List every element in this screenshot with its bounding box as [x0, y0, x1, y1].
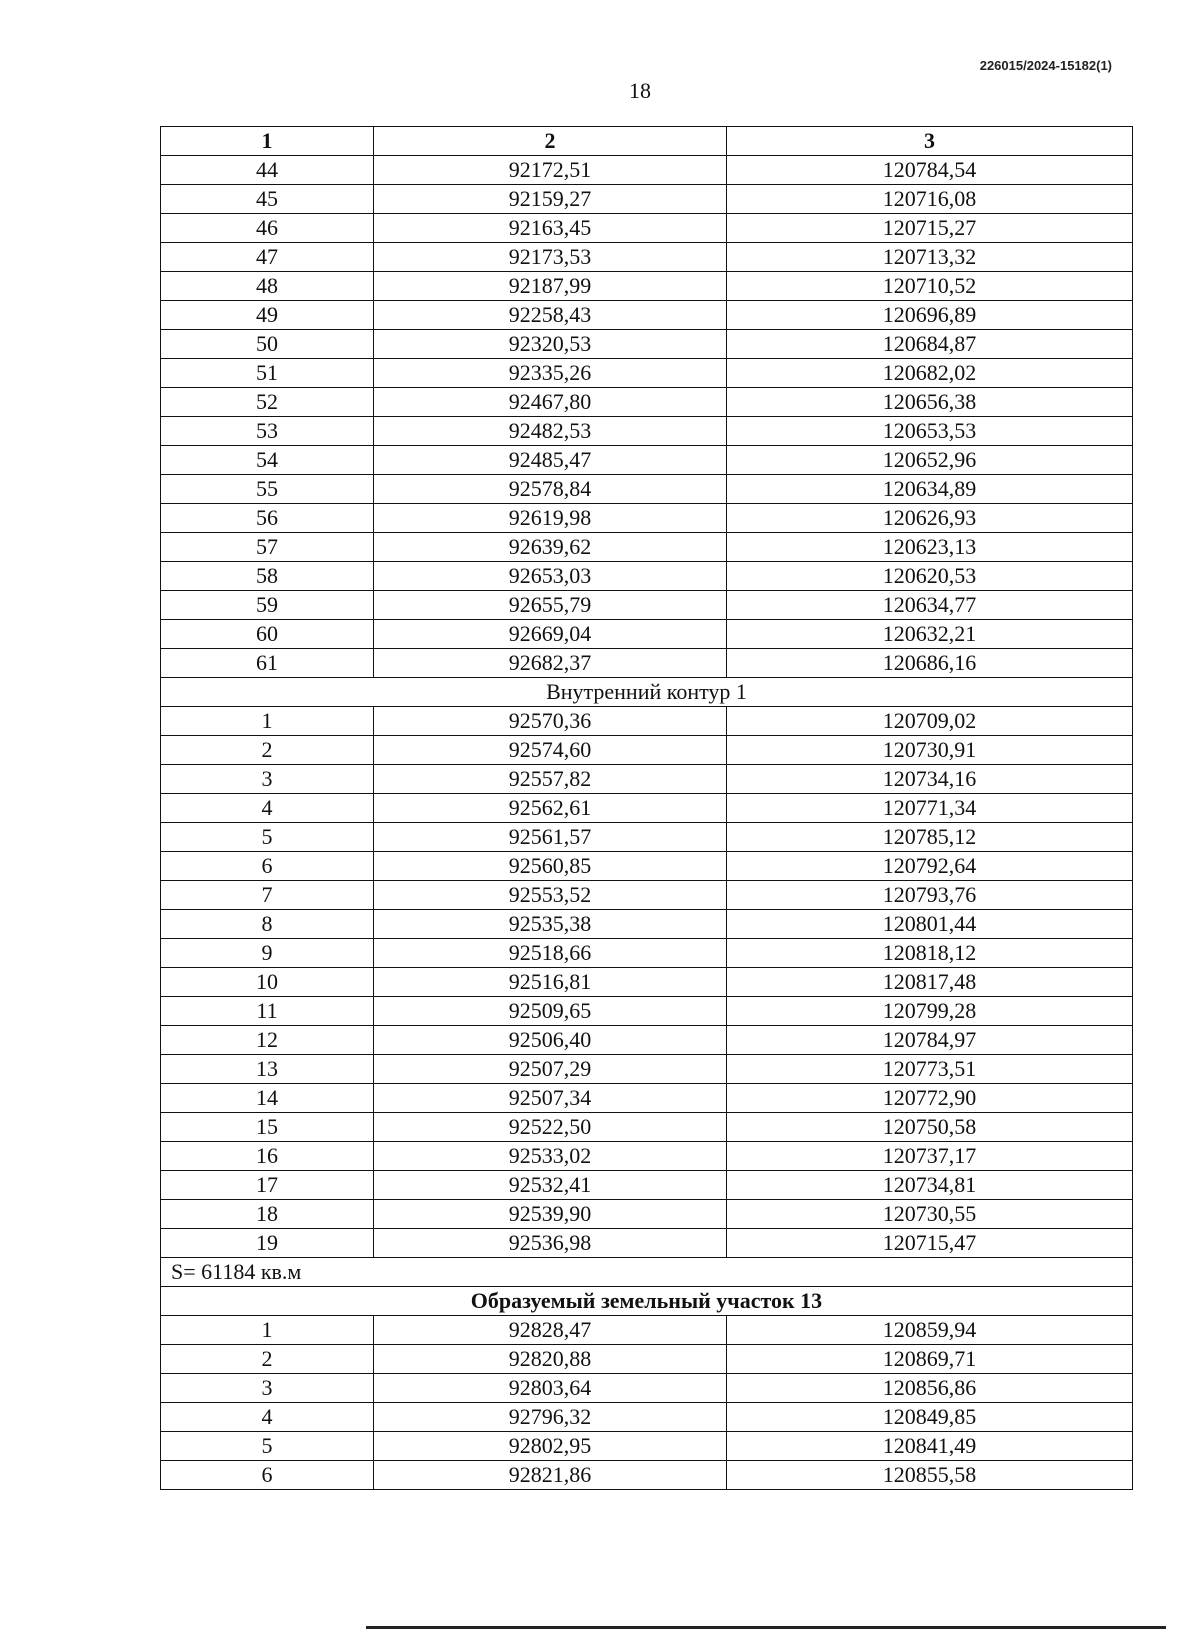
y-coordinate-cell: 120696,89 [727, 301, 1133, 330]
y-coordinate-cell: 120656,38 [727, 388, 1133, 417]
point-number-cell: 4 [161, 794, 374, 823]
point-number-cell: 44 [161, 156, 374, 185]
table-row [161, 707, 1133, 736]
table-row [161, 359, 1133, 388]
table-row [161, 272, 1133, 301]
x-coordinate-cell: 92536,98 [374, 1229, 727, 1258]
point-number-cell: 17 [161, 1171, 374, 1200]
point-number-cell: 3 [161, 1374, 374, 1403]
y-coordinate-cell: 120856,86 [727, 1374, 1133, 1403]
y-coordinate-cell: 120801,44 [727, 910, 1133, 939]
table-row [161, 968, 1133, 997]
y-coordinate-cell: 120849,85 [727, 1403, 1133, 1432]
x-coordinate-cell: 92467,80 [374, 388, 727, 417]
point-number-cell: 10 [161, 968, 374, 997]
point-number-cell: 19 [161, 1229, 374, 1258]
table-row [161, 910, 1133, 939]
point-number-cell: 59 [161, 591, 374, 620]
point-number-cell: 18 [161, 1200, 374, 1229]
y-coordinate-cell: 120855,58 [727, 1461, 1133, 1490]
outer-contour-rows [161, 156, 1133, 678]
y-coordinate-cell: 120620,53 [727, 562, 1133, 591]
table-row [161, 417, 1133, 446]
point-number-cell: 60 [161, 620, 374, 649]
y-coordinate-cell: 120730,55 [727, 1200, 1133, 1229]
x-coordinate-cell: 92553,52 [374, 881, 727, 910]
plot-title: Образуемый земельный участок 13 [161, 1287, 1133, 1316]
y-coordinate-cell: 120626,93 [727, 504, 1133, 533]
y-coordinate-cell: 120715,47 [727, 1229, 1133, 1258]
x-coordinate-cell: 92570,36 [374, 707, 727, 736]
x-coordinate-cell: 92509,65 [374, 997, 727, 1026]
table-row [161, 1055, 1133, 1084]
y-coordinate-cell: 120634,77 [727, 591, 1133, 620]
table-row [161, 562, 1133, 591]
y-coordinate-cell: 120709,02 [727, 707, 1133, 736]
y-coordinate-cell: 120799,28 [727, 997, 1133, 1026]
y-coordinate-cell: 120710,52 [727, 272, 1133, 301]
x-coordinate-cell: 92820,88 [374, 1345, 727, 1374]
table-row [161, 214, 1133, 243]
y-coordinate-cell: 120686,16 [727, 649, 1133, 678]
table-row [161, 1461, 1133, 1490]
x-coordinate-cell: 92574,60 [374, 736, 727, 765]
x-coordinate-cell: 92485,47 [374, 446, 727, 475]
table-row [161, 388, 1133, 417]
point-number-cell: 13 [161, 1055, 374, 1084]
point-number-cell: 16 [161, 1142, 374, 1171]
y-coordinate-cell: 120684,87 [727, 330, 1133, 359]
point-number-cell: 45 [161, 185, 374, 214]
inner-contour-section [161, 678, 1133, 707]
table-row [161, 1403, 1133, 1432]
x-coordinate-cell: 92518,66 [374, 939, 727, 968]
table-row [161, 823, 1133, 852]
point-number-cell: 14 [161, 1084, 374, 1113]
y-coordinate-cell: 120818,12 [727, 939, 1133, 968]
x-coordinate-cell: 92655,79 [374, 591, 727, 620]
point-number-cell: 49 [161, 301, 374, 330]
point-number-cell: 61 [161, 649, 374, 678]
x-coordinate-cell: 92482,53 [374, 417, 727, 446]
column-header-y: 3 [727, 127, 1133, 156]
x-coordinate-cell: 92539,90 [374, 1200, 727, 1229]
point-number-cell: 55 [161, 475, 374, 504]
y-coordinate-cell: 120784,54 [727, 156, 1133, 185]
column-header-x: 2 [374, 127, 727, 156]
table-row [161, 649, 1133, 678]
x-coordinate-cell: 92828,47 [374, 1316, 727, 1345]
point-number-cell: 7 [161, 881, 374, 910]
x-coordinate-cell: 92669,04 [374, 620, 727, 649]
table-row [161, 1113, 1133, 1142]
point-number-cell: 51 [161, 359, 374, 388]
point-number-cell: 3 [161, 765, 374, 794]
plot-13-rows [161, 1316, 1133, 1490]
table-row [161, 1316, 1133, 1345]
x-coordinate-cell: 92802,95 [374, 1432, 727, 1461]
y-coordinate-cell: 120771,34 [727, 794, 1133, 823]
table-row [161, 1171, 1133, 1200]
x-coordinate-cell: 92821,86 [374, 1461, 727, 1490]
table-row [161, 1374, 1133, 1403]
point-number-cell: 9 [161, 939, 374, 968]
point-number-cell: 15 [161, 1113, 374, 1142]
point-number-cell: 58 [161, 562, 374, 591]
x-coordinate-cell: 92578,84 [374, 475, 727, 504]
x-coordinate-cell: 92522,50 [374, 1113, 727, 1142]
point-number-cell: 52 [161, 388, 374, 417]
x-coordinate-cell: 92533,02 [374, 1142, 727, 1171]
x-coordinate-cell: 92682,37 [374, 649, 727, 678]
point-number-cell: 48 [161, 272, 374, 301]
point-number-cell: 50 [161, 330, 374, 359]
table-row [161, 156, 1133, 185]
scan-edge-line [366, 1626, 1166, 1629]
table-row [161, 185, 1133, 214]
y-coordinate-cell: 120716,08 [727, 185, 1133, 214]
point-number-cell: 53 [161, 417, 374, 446]
y-coordinate-cell: 120792,64 [727, 852, 1133, 881]
y-coordinate-cell: 120634,89 [727, 475, 1133, 504]
table-row [161, 330, 1133, 359]
header-row [161, 127, 1133, 156]
table-row [161, 852, 1133, 881]
x-coordinate-cell: 92560,85 [374, 852, 727, 881]
table-row [161, 736, 1133, 765]
x-coordinate-cell: 92507,34 [374, 1084, 727, 1113]
x-coordinate-cell: 92506,40 [374, 1026, 727, 1055]
table-row [161, 591, 1133, 620]
y-coordinate-cell: 120715,27 [727, 214, 1133, 243]
y-coordinate-cell: 120785,12 [727, 823, 1133, 852]
x-coordinate-cell: 92639,62 [374, 533, 727, 562]
y-coordinate-cell: 120793,76 [727, 881, 1133, 910]
table-row [161, 794, 1133, 823]
y-coordinate-cell: 120750,58 [727, 1113, 1133, 1142]
point-number-cell: 6 [161, 852, 374, 881]
point-number-cell: 57 [161, 533, 374, 562]
x-coordinate-cell: 92320,53 [374, 330, 727, 359]
y-coordinate-cell: 120817,48 [727, 968, 1133, 997]
y-coordinate-cell: 120730,91 [727, 736, 1133, 765]
y-coordinate-cell: 120653,53 [727, 417, 1133, 446]
point-number-cell: 47 [161, 243, 374, 272]
y-coordinate-cell: 120734,81 [727, 1171, 1133, 1200]
y-coordinate-cell: 120734,16 [727, 765, 1133, 794]
section-row [161, 678, 1133, 707]
y-coordinate-cell: 120773,51 [727, 1055, 1133, 1084]
x-coordinate-cell: 92516,81 [374, 968, 727, 997]
x-coordinate-cell: 92653,03 [374, 562, 727, 591]
x-coordinate-cell: 92557,82 [374, 765, 727, 794]
table-row [161, 1142, 1133, 1171]
coordinates-table [160, 126, 1133, 1490]
y-coordinate-cell: 120869,71 [727, 1345, 1133, 1374]
point-number-cell: 2 [161, 736, 374, 765]
y-coordinate-cell: 120859,94 [727, 1316, 1133, 1345]
table-row [161, 504, 1133, 533]
table-row [161, 533, 1133, 562]
point-number-cell: 56 [161, 504, 374, 533]
y-coordinate-cell: 120652,96 [727, 446, 1133, 475]
section-row [161, 1287, 1133, 1316]
table-row [161, 475, 1133, 504]
y-coordinate-cell: 120841,49 [727, 1432, 1133, 1461]
table-row [161, 446, 1133, 475]
x-coordinate-cell: 92561,57 [374, 823, 727, 852]
x-coordinate-cell: 92335,26 [374, 359, 727, 388]
x-coordinate-cell: 92172,51 [374, 156, 727, 185]
document-id: 226015/2024-15182(1) [979, 58, 1112, 73]
point-number-cell: 1 [161, 707, 374, 736]
table-row [161, 1229, 1133, 1258]
point-number-cell: 46 [161, 214, 374, 243]
x-coordinate-cell: 92173,53 [374, 243, 727, 272]
page-number: 18 [629, 78, 651, 103]
x-coordinate-cell: 92159,27 [374, 185, 727, 214]
y-coordinate-cell: 120772,90 [727, 1084, 1133, 1113]
y-coordinate-cell: 120784,97 [727, 1026, 1133, 1055]
table-row [161, 301, 1133, 330]
table-row [161, 881, 1133, 910]
table-row [161, 939, 1133, 968]
point-number-cell: 5 [161, 823, 374, 852]
y-coordinate-cell: 120623,13 [727, 533, 1133, 562]
x-coordinate-cell: 92532,41 [374, 1171, 727, 1200]
x-coordinate-cell: 92163,45 [374, 214, 727, 243]
point-number-cell: 12 [161, 1026, 374, 1055]
x-coordinate-cell: 92803,64 [374, 1374, 727, 1403]
y-coordinate-cell: 120737,17 [727, 1142, 1133, 1171]
point-number-cell: 1 [161, 1316, 374, 1345]
point-number-cell: 6 [161, 1461, 374, 1490]
x-coordinate-cell: 92535,38 [374, 910, 727, 939]
point-number-cell: 54 [161, 446, 374, 475]
point-number-cell: 8 [161, 910, 374, 939]
inner-contour-title: Внутренний контур 1 [161, 678, 1133, 707]
table-row [161, 243, 1133, 272]
area-value: S= 61184 кв.м [161, 1258, 1133, 1287]
area-section [161, 1258, 1133, 1316]
x-coordinate-cell: 92796,32 [374, 1403, 727, 1432]
table-row [161, 1200, 1133, 1229]
inner-contour-rows [161, 707, 1133, 1258]
table-row [161, 1084, 1133, 1113]
point-number-cell: 4 [161, 1403, 374, 1432]
area-row [161, 1258, 1133, 1287]
y-coordinate-cell: 120713,32 [727, 243, 1133, 272]
y-coordinate-cell: 120682,02 [727, 359, 1133, 388]
table-row [161, 1432, 1133, 1461]
x-coordinate-cell: 92507,29 [374, 1055, 727, 1084]
table-row [161, 1026, 1133, 1055]
point-number-cell: 2 [161, 1345, 374, 1374]
table-row [161, 1345, 1133, 1374]
column-header-point: 1 [161, 127, 374, 156]
table-row [161, 620, 1133, 649]
x-coordinate-cell: 92187,99 [374, 272, 727, 301]
point-number-cell: 5 [161, 1432, 374, 1461]
table-row [161, 997, 1133, 1026]
y-coordinate-cell: 120632,21 [727, 620, 1133, 649]
x-coordinate-cell: 92619,98 [374, 504, 727, 533]
x-coordinate-cell: 92258,43 [374, 301, 727, 330]
x-coordinate-cell: 92562,61 [374, 794, 727, 823]
table-row [161, 765, 1133, 794]
point-number-cell: 11 [161, 997, 374, 1026]
